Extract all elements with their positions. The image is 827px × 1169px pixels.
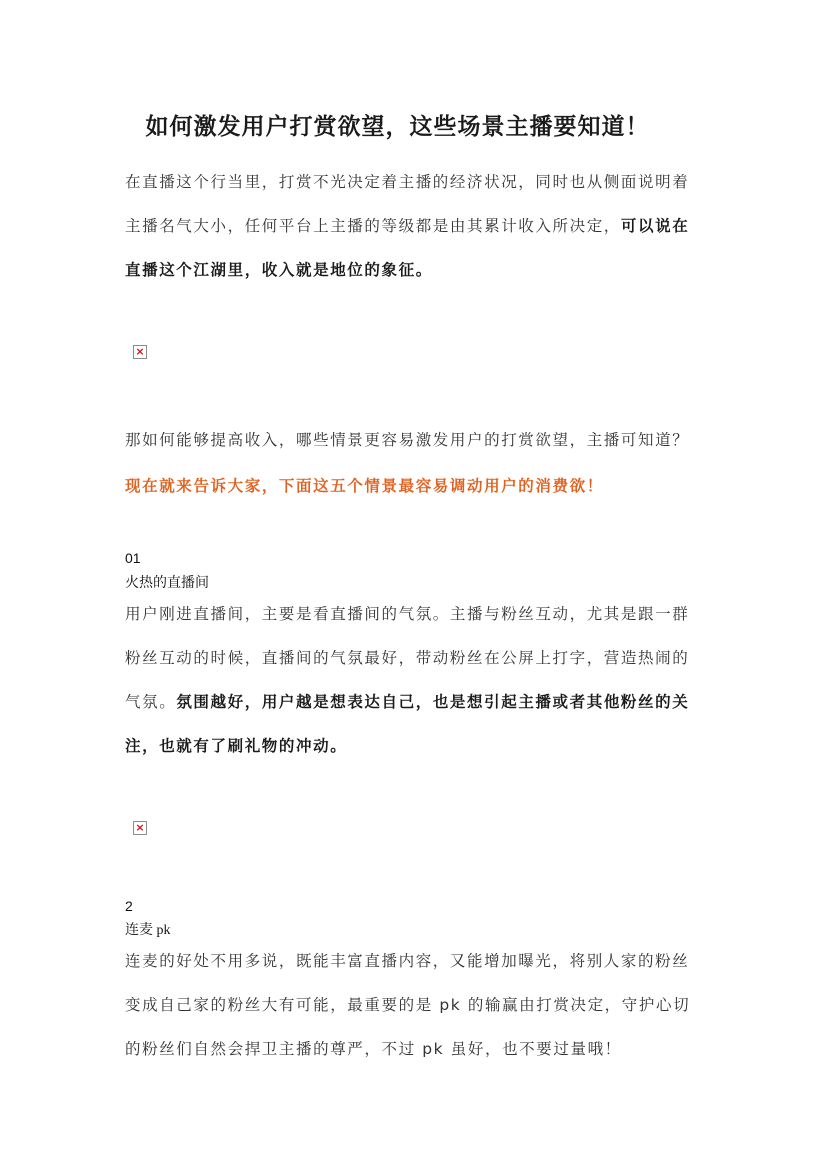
broken-image-placeholder (133, 821, 147, 835)
section-heading: 连麦 pk (125, 923, 171, 938)
broken-image-icon: × (135, 821, 145, 834)
broken-image-placeholder (133, 345, 147, 359)
intro-text: 在直播这个行当里，打赏不光决定着主播的经济状况，同时也从侧面说明着主播名气大小，任何平台上主播的等级都是由其累计收入所决定， (125, 173, 690, 235)
question-paragraph: 那如何能够提高收入，哪些情景更容易激发用户的打赏欲望，主播可知道？ (125, 431, 690, 449)
section-body (125, 592, 705, 768)
section-heading: 火热的直播间 (125, 576, 209, 591)
broken-image-icon: × (135, 345, 145, 358)
section-body-text: 用户刚进直播间，主要是看直播间的气氛。主播与粉丝互动，尤其是跟一群粉丝互动的时候，直播间的气氛最好，带动粉丝在公屏上打字，营造热闹的气氛。 (125, 605, 690, 711)
section-number: 2 (125, 898, 133, 914)
section-body-text: 连麦的好处不用多说，既能丰富直播内容，又能增加曝光，将别人家的粉丝变成自己家的粉丝大有可能，最重要的是 pk 的输赢由打赏决定，守护心切的粉丝们自然会捍卫主播的尊严，不过 pk 虽好，也不要过量哦！ (125, 952, 691, 1058)
article-title: 如何激发用户打赏欲望，这些场景主播要知道！ (145, 114, 650, 140)
section-number: 01 (125, 550, 141, 566)
intro-paragraph (125, 160, 705, 292)
highlight-paragraph: 现在就来告诉大家，下面这五个情景最容易调动用户的消费欲！ (125, 477, 604, 495)
section-body-bold: 氛围越好，用户越是想表达自己，也是想引起主播或者其他粉丝的关注，也就有了刷礼物的冲动。 (125, 693, 690, 755)
section-body (125, 939, 705, 1071)
intro-bold-text: 可以说在直播这个江湖里，收入就是地位的象征。 (125, 217, 690, 279)
